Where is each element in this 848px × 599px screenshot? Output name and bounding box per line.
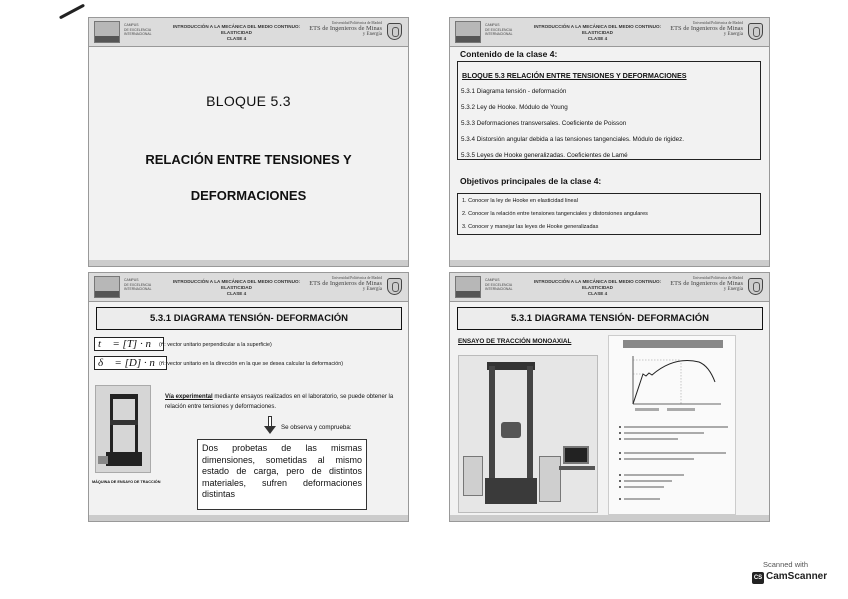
down-arrow-icon [265,416,275,434]
observe-text: Se observa y comprueba: [281,424,352,431]
school-crest-icon [748,23,763,40]
university-name: Universidad Politécnica de Madrid ETS de Ingenieros de Minas y Energía [309,276,382,292]
equation-note: (n⃗: vector unitario en la dirección en la que se desea calcular la deformación) [159,361,344,367]
objective-item: 3. Conocer y manejar las leyes de Hooke generalizadas [462,224,599,230]
university-name: Universidad Politécnica de Madrid ETS de Ingenieros de Minas y Energía [670,21,743,37]
camscanner-name: CamScanner [766,571,828,582]
pen-stroke [59,4,85,20]
slide-header [450,273,769,302]
slide-4 [449,272,770,522]
panel-header-bar [623,340,723,348]
panel-text-line [619,426,731,430]
conclusion-box: Dos probetas de las mismas dimensiones, sometidas al mismo estado de carga, pero de distintos materiales, sufren deformaciones distintas [197,439,367,510]
scanned-with-label: Scanned with [763,560,809,569]
slide-title: 5.3.1 DIAGRAMA TENSIÓN- DEFORMACIÓN [96,307,402,330]
stress-equation: t⃗ = [T] · n⃗ [94,337,164,351]
objectives-heading: Objetivos principales de la clase 4: [460,176,602,186]
objective-item: 1. Conocer la ley de Hooke en elasticidad lineal [462,198,578,204]
course-title: INTRODUCCIÓN A LA MECÁNICA DEL MEDIO CONTINUO: ELASTICIDAD CLASE 4 [533,24,662,41]
camscanner-logo-icon: CS [752,572,764,584]
content-box [457,61,761,160]
panel-text-line [619,486,731,490]
content-item: 5.3.2 Ley de Hooke. Módulo de Young [461,104,568,111]
course-title: INTRODUCCIÓN A LA MECÁNICA DEL MEDIO CONTINUO: ELASTICIDAD CLASE 4 [172,24,301,41]
upm-logo [94,276,120,298]
slide-3 [88,272,409,522]
panel-text-line [619,438,731,442]
machine-caption: MÁQUINA DE ENSAYO DE TRACCIÓN [92,480,161,484]
equation-note: (n⃗: vector unitario perpendicular a la superficie) [159,342,272,348]
course-title: INTRODUCCIÓN A LA MECÁNICA DEL MEDIO CONTINUO: ELASTICIDAD CLASE 4 [533,279,662,296]
objectives-box [457,193,761,235]
slide-header [89,273,408,302]
content-heading: Contenido de la clase 4: [460,49,558,59]
tensile-test-photo [458,355,598,513]
content-item: 5.3.1 Diagrama tensión - deformación [461,88,567,95]
block-number: BLOQUE 5.3 [206,93,291,109]
slide-footer [450,260,769,266]
school-crest-icon [387,23,402,40]
slide-header [89,18,408,47]
block-title: BLOQUE 5.3 RELACIÓN ENTRE TENSIONES Y DEFORMACIONES [462,71,687,80]
course-title: INTRODUCCIÓN A LA MECÁNICA DEL MEDIO CONTINUO: ELASTICIDAD CLASE 4 [172,279,301,296]
panel-text-line [619,480,731,484]
slide-1 [88,17,409,267]
experimental-text: Vía experimental mediante ensayos realizados en el laboratorio, se puede obtener la relación entre tensiones y deformaciones. [165,394,394,410]
campus-label: CAMPUS DE EXCELENCIA INTERNACIONAL [485,23,513,37]
strain-equation: δ⃗ = [D] · n⃗ [94,356,167,370]
test-subtitle: ENSAYO DE TRACCIÓN MONOAXIAL [458,338,572,345]
university-name: Universidad Politécnica de Madrid ETS de Ingenieros de Minas y Energía [670,276,743,292]
stress-strain-panel [608,335,736,515]
content-item: 5.3.5 Leyes de Hooke generalizadas. Coeficientes de Lamé [461,152,628,159]
campus-label: CAMPUS DE EXCELENCIA INTERNACIONAL [124,23,152,37]
campus-label: CAMPUS DE EXCELENCIA INTERNACIONAL [124,278,152,292]
slide-footer [450,515,769,521]
slide-2 [449,17,770,267]
content-item: 5.3.4 Distorsión angular debida a las tensiones tangenciales. Módulo de rigidez. [461,136,684,143]
slide-header [450,18,769,47]
school-crest-icon [387,278,402,295]
slide-title: 5.3.1 DIAGRAMA TENSIÓN- DEFORMACIÓN [457,307,763,330]
stress-strain-curve-image [619,352,725,416]
slide-footer [89,515,408,521]
upm-logo [455,276,481,298]
panel-text-line [619,498,731,502]
content-item: 5.3.3 Deformaciones transversales. Coeficiente de Poisson [461,120,627,127]
panel-text-line [619,432,731,436]
testing-machine-image [95,385,151,473]
panel-text-line [619,458,731,462]
panel-text-line [619,452,731,456]
university-name: Universidad Politécnica de Madrid ETS de Ingenieros de Minas y Energía [309,21,382,37]
upm-logo [94,21,120,43]
objective-item: 2. Conocer la relación entre tensiones tangenciales y distorsiones angulares [462,211,648,217]
block-title-line2: DEFORMACIONES [190,188,307,203]
upm-logo [455,21,481,43]
camscanner-badge [752,560,832,588]
school-crest-icon [748,278,763,295]
campus-label: CAMPUS DE EXCELENCIA INTERNACIONAL [485,278,513,292]
block-title-line1: RELACIÓN ENTRE TENSIONES Y [145,152,352,167]
panel-text-line [619,474,731,478]
slide-footer [89,260,408,266]
